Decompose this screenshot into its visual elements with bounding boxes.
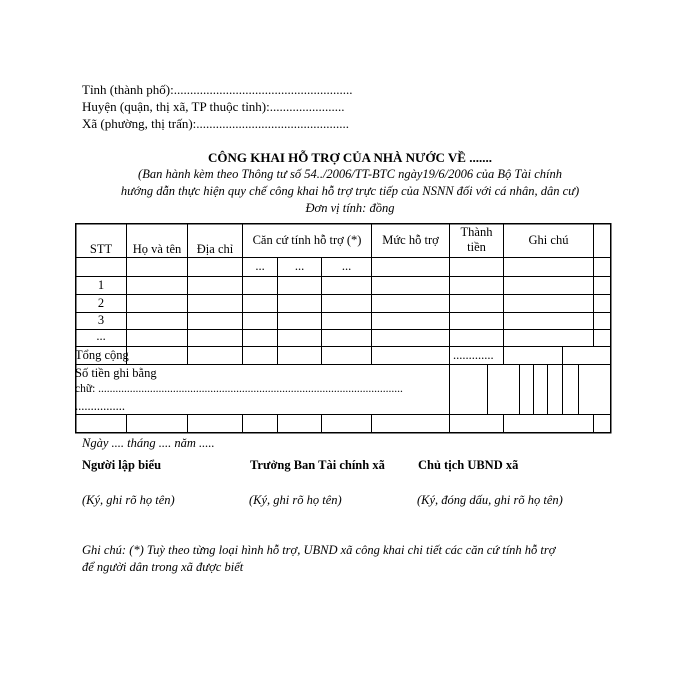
header-support-level: Mức hỗ trợ [382,233,439,247]
header-name: Họ và tên [132,242,182,256]
amount-in-words-continuation: ................ [75,399,125,413]
amount-in-words-label: Số tiền ghi bằng [75,366,157,380]
subtitle-line-1: (Ban hành kèm theo Thông tư số 54../2006/TT-BTC ngày19/6/2006 của Bộ Tài chính [138,167,562,181]
row-number: 3 [97,313,105,327]
header-amount-line-1: Thành [460,225,493,239]
subtitle-line-2: hướng dẫn thực hiện quy chế công khai hỗ trợ trực tiếp của NSNN đối với cá nhân, dân cư) [120,184,580,198]
signature-title-finance-head: Trưởng Ban Tài chính xã [250,458,385,472]
province-line: Tỉnh (thành phố):....................................................... [82,82,353,97]
row-number: ... [96,329,106,343]
total-label: Tổng cộng [75,348,129,362]
signature-title-preparer: Người lập biểu [82,458,162,472]
header-basis-sub-1: ... [255,259,265,273]
signature-note-chairman: (Ký, đóng dấu, ghi rõ họ tên) [417,493,563,507]
footnote-line-2: để người dân trong xã được biết [82,560,244,574]
amount-in-words-line: chữ: .......................................................................................................... [75,383,403,395]
row-number: 1 [97,278,105,292]
footnote-line-1: Ghi chú: (*) Tuỳ theo từng loại hình hỗ trợ, UBND xã công khai chi tiết các căn cứ tính hỗ trợ [82,543,556,557]
header-basis: Căn cứ tính hỗ trợ (*) [252,233,362,247]
header-basis-sub-3: ... [341,259,352,273]
unit-line: Đơn vị tính: đồng [305,201,395,215]
header-basis-sub-2: ... [294,259,305,273]
signature-note-finance-head: (Ký, ghi rõ họ tên) [249,493,342,507]
document-title: CÔNG KHAI HỖ TRỢ CỦA NHÀ NƯỚC VỀ ....... [208,150,492,165]
date-line: Ngày .... tháng .... năm ..... [82,436,215,450]
header-amount-line-2: tiền [467,240,486,254]
signature-note-preparer: (Ký, ghi rõ họ tên) [82,493,175,507]
signature-title-chairman: Chủ tịch UBND xã [418,458,519,472]
header-stt: STT [89,242,113,256]
row-number: 2 [97,296,105,310]
district-line: Huyện (quận, thị xã, TP thuộc tỉnh):....................... [82,99,345,114]
total-amount: ............. [453,348,494,362]
header-address: Địa chỉ [196,242,234,256]
header-note: Ghi chú [528,233,569,247]
commune-line: Xã (phường, thị trấn):............................................... [82,116,350,131]
